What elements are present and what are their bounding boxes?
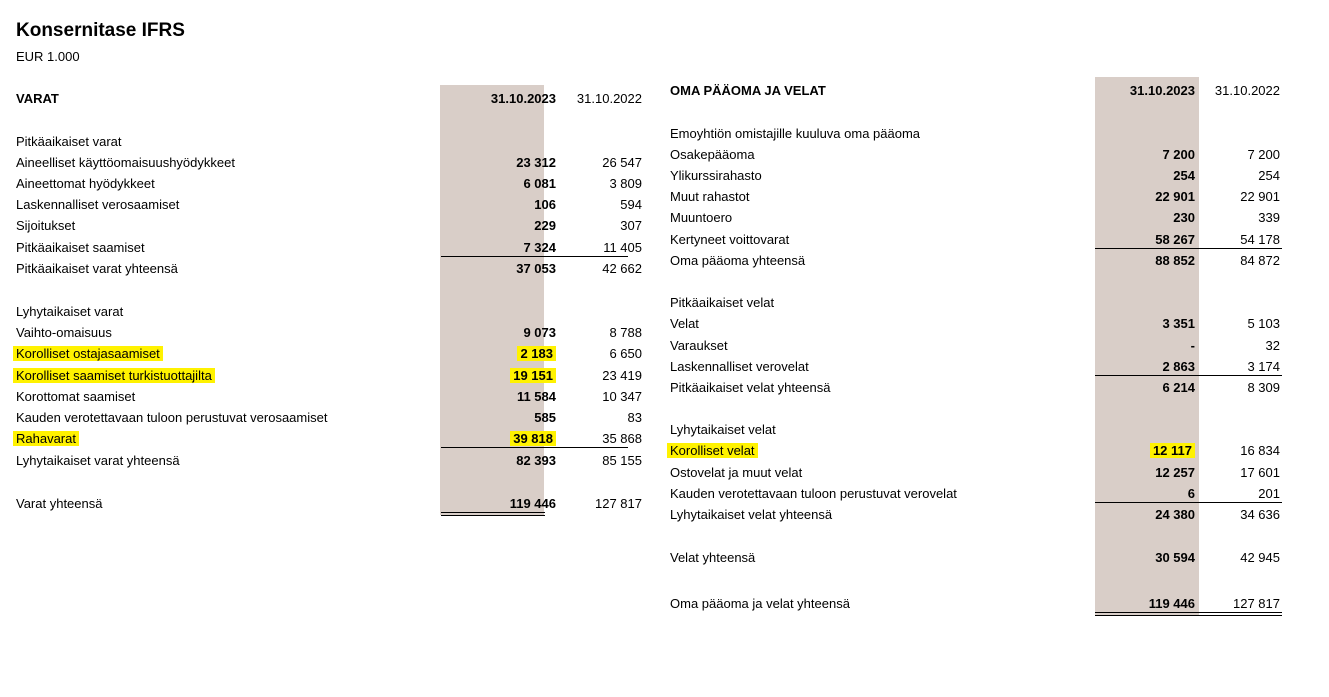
row-label: Lyhytaikaiset velat yhteensä (670, 507, 833, 522)
row-label: Osakepääoma (670, 147, 755, 162)
row-label: Aineettomat hyödykkeet (16, 176, 155, 191)
assets-heading: VARAT (16, 91, 59, 106)
row-label: Vaihto-omaisuus (16, 325, 112, 340)
value-prior: 17 601 (1240, 465, 1280, 480)
row-label-highlighted: Korolliset velat (667, 443, 758, 458)
value-current: 585 (534, 410, 556, 425)
value-current: 119 446 (1148, 596, 1195, 611)
equity-col-prior: 31.10.2022 (1214, 83, 1280, 98)
row-label: Muut rahastot (670, 189, 750, 204)
row-label: Kertyneet voittovarat (670, 232, 790, 247)
row-label: Lyhytaikaiset velat (670, 422, 776, 437)
value-prior: 254 (1258, 168, 1280, 183)
row-label: Emoyhtiön omistajille kuuluva oma pääoma (670, 126, 921, 141)
value-prior: 201 (1258, 486, 1280, 501)
row-label: Kauden verotettavaan tuloon perustuvat verovelat (670, 486, 957, 501)
value-current: 229 (534, 218, 556, 233)
value-current: 6 081 (523, 176, 556, 191)
total-double-underline (1095, 612, 1282, 616)
subtotal-underline (1095, 502, 1282, 503)
value-current: 88 852 (1155, 253, 1195, 268)
value-current: 9 073 (523, 325, 556, 340)
value-current: 2 863 (1162, 359, 1195, 374)
row-label: Pitkäaikaiset saamiset (16, 240, 145, 255)
row-label: Oma pääoma ja velat yhteensä (670, 596, 850, 611)
value-current: - (1190, 338, 1195, 353)
value-prior: 127 817 (1233, 596, 1280, 611)
value-current: 119 446 (509, 496, 556, 511)
subtotal-underline (1095, 248, 1282, 249)
row-label: Oma pääoma yhteensä (670, 253, 806, 268)
value-prior: 85 155 (602, 453, 642, 468)
value-current: 30 594 (1155, 550, 1195, 565)
value-current-highlighted: 12 117 (1150, 443, 1195, 458)
row-label: Pitkäaikaiset varat yhteensä (16, 261, 178, 276)
row-label-highlighted: Korolliset saamiset turkistuottajilta (13, 368, 215, 383)
equity-heading: OMA PÄÄOMA JA VELAT (670, 83, 826, 98)
value-current: 82 393 (516, 453, 556, 468)
value-current: 6 (1187, 486, 1195, 501)
report-title: Konsernitase IFRS (16, 20, 185, 41)
value-prior: 5 103 (1247, 316, 1280, 331)
report-unit: EUR 1.000 (16, 49, 80, 64)
value-prior: 26 547 (602, 155, 642, 170)
value-current: 230 (1173, 210, 1195, 225)
value-prior: 6 650 (609, 346, 642, 361)
value-prior: 83 (627, 410, 642, 425)
value-current: 106 (534, 197, 556, 212)
subtotal-underline (1095, 375, 1282, 376)
value-prior: 22 901 (1240, 189, 1280, 204)
row-label: Ylikurssirahasto (670, 168, 762, 183)
value-current: 24 380 (1155, 507, 1195, 522)
value-current: 23 312 (516, 155, 556, 170)
row-label: Pitkäaikaiset velat (670, 295, 775, 310)
value-current: 37 053 (516, 261, 556, 276)
row-label: Velat (670, 316, 699, 331)
row-label: Aineelliset käyttöomaisuushyödykkeet (16, 155, 235, 170)
value-current: 3 351 (1162, 316, 1195, 331)
value-prior: 34 636 (1240, 507, 1280, 522)
value-prior: 8 788 (609, 325, 642, 340)
value-prior: 84 872 (1240, 253, 1280, 268)
value-prior: 3 174 (1247, 359, 1280, 374)
row-label: Kauden verotettavaan tuloon perustuvat verosaamiset (16, 410, 328, 425)
value-prior: 42 945 (1240, 550, 1280, 565)
row-label: Velat yhteensä (670, 550, 756, 565)
value-current: 7 324 (523, 240, 556, 255)
value-prior: 35 868 (602, 431, 642, 446)
assets-col-current: 31.10.2023 (490, 91, 556, 106)
row-label: Sijoitukset (16, 218, 76, 233)
row-label: Lyhytaikaiset varat (16, 304, 124, 319)
value-prior: 8 309 (1247, 380, 1280, 395)
value-prior: 127 817 (595, 496, 642, 511)
value-current: 11 584 (516, 389, 556, 404)
value-current: 254 (1173, 168, 1195, 183)
value-prior: 307 (620, 218, 642, 233)
row-label: Pitkäaikaiset varat (16, 134, 122, 149)
value-prior: 16 834 (1240, 443, 1280, 458)
value-current-highlighted: 39 818 (510, 431, 556, 446)
value-prior: 339 (1258, 210, 1280, 225)
assets-col-prior: 31.10.2022 (576, 91, 642, 106)
value-prior: 594 (620, 197, 642, 212)
row-label: Varat yhteensä (16, 496, 103, 511)
value-prior: 10 347 (602, 389, 642, 404)
value-prior: 54 178 (1240, 232, 1280, 247)
value-current-highlighted: 19 151 (510, 368, 556, 383)
value-current: 7 200 (1162, 147, 1195, 162)
equity-col-current: 31.10.2023 (1129, 83, 1195, 98)
row-label: Lyhytaikaiset varat yhteensä (16, 453, 180, 468)
value-prior: 32 (1265, 338, 1280, 353)
value-current: 12 257 (1155, 465, 1195, 480)
value-current: 6 214 (1162, 380, 1195, 395)
subtotal-underline (441, 447, 628, 448)
value-prior: 42 662 (602, 261, 642, 276)
value-current: 22 901 (1155, 189, 1195, 204)
value-prior: 23 419 (602, 368, 642, 383)
row-label: Varaukset (670, 338, 728, 353)
row-label: Laskennalliset verovelat (670, 359, 809, 374)
subtotal-underline (441, 256, 628, 257)
value-current: 58 267 (1155, 232, 1195, 247)
value-prior: 7 200 (1247, 147, 1280, 162)
value-current-highlighted: 2 183 (517, 346, 556, 361)
row-label-highlighted: Korolliset ostajasaamiset (13, 346, 163, 361)
value-prior: 3 809 (609, 176, 642, 191)
row-label: Pitkäaikaiset velat yhteensä (670, 380, 831, 395)
row-label: Laskennalliset verosaamiset (16, 197, 180, 212)
row-label: Muuntoero (670, 210, 733, 225)
value-prior: 11 405 (603, 240, 642, 255)
row-label: Korottomat saamiset (16, 389, 136, 404)
row-label: Ostovelat ja muut velat (670, 465, 803, 480)
row-label-highlighted: Rahavarat (13, 431, 79, 446)
total-double-underline (441, 512, 545, 516)
